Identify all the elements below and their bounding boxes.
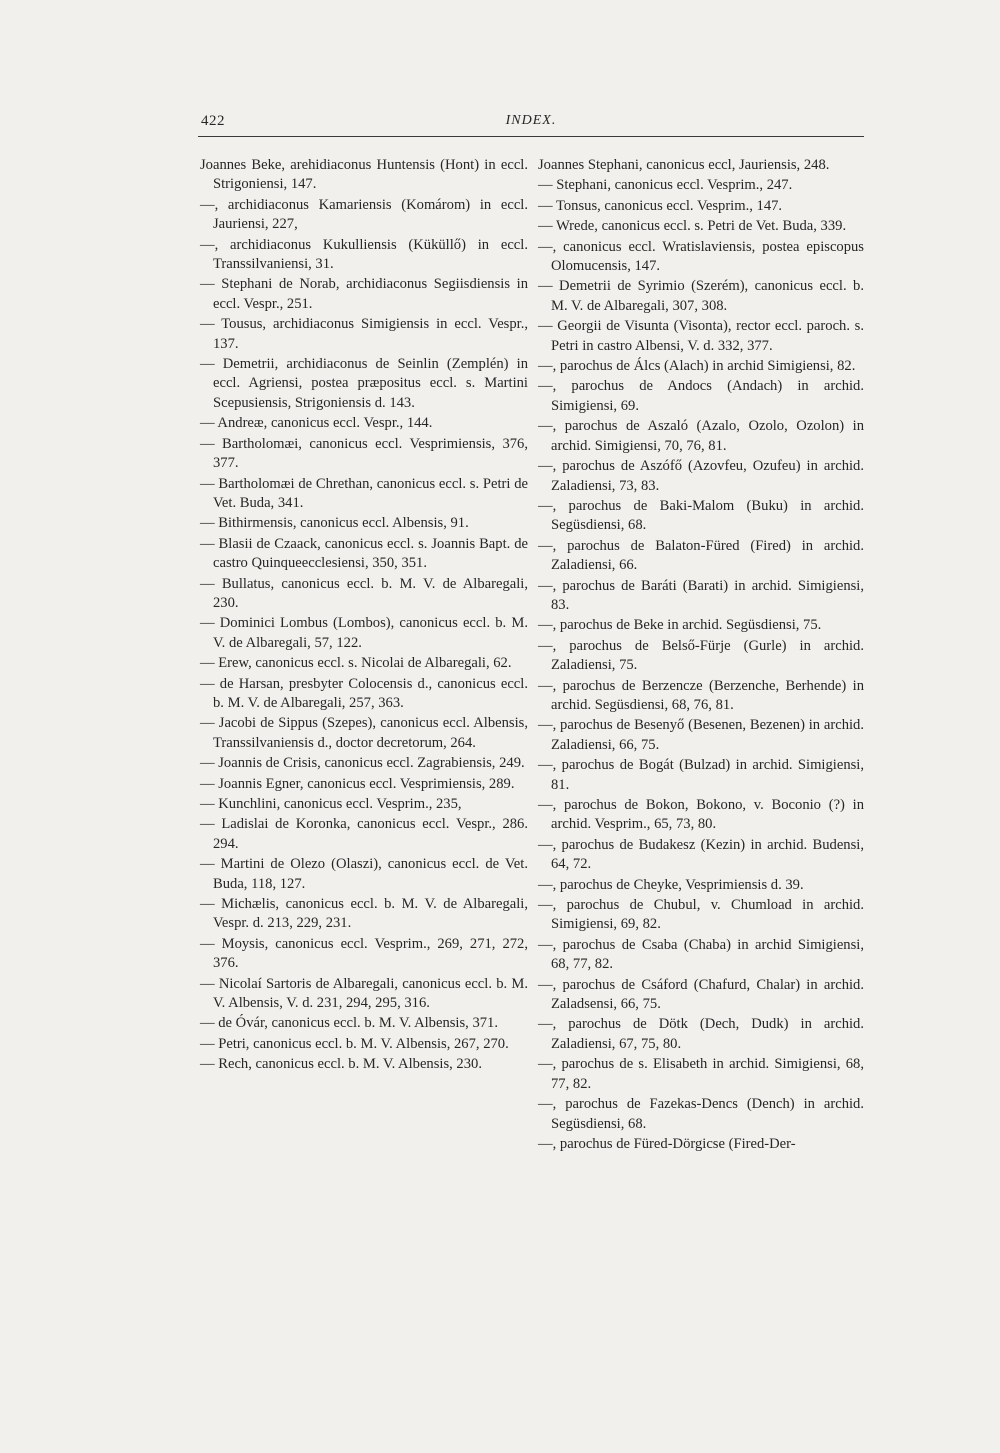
index-entry: —, parochus de Balaton-Füred (Fired) in archid. Zaladiensi, 66. <box>538 537 864 574</box>
index-entry: —, parochus de Besenyő (Besenen, Bezenen) in archid. Zaladiensi, 66, 75. <box>538 717 864 753</box>
index-entry: — Kunchlini, canonicus eccl. Vesprim., 235, <box>200 796 462 812</box>
right-index-column <box>538 156 864 1155</box>
index-entry: — Wrede, canonicus eccl. s. Petri de Vet. Buda, 339. <box>538 218 847 235</box>
index-entry: —, parochus de Fazekas-Dencs (Dench) in archid. Següsdiensi, 68. <box>538 1096 864 1132</box>
index-entry: —, parochus de s. Elisabeth in archid. Simigiensi, 68, 77, 82. <box>538 1056 864 1092</box>
index-entry: — Stephani de Norab, archidiaconus Segiisdiensis in eccl. Vespr., 251. <box>200 276 528 312</box>
page-number: 422 <box>201 113 225 129</box>
index-entry: — Tousus, archidiaconus Simigiensis in eccl. Vespr., 137. <box>200 316 528 352</box>
index-entry: —, parochus de Álcs (Alach) in archid Simigiensi, 82. <box>538 358 856 375</box>
index-entry: —, parochus de Baráti (Barati) in archid. Simigiensi, 83. <box>538 577 864 613</box>
index-entry: — Georgii de Visunta (Visonta), rector eccl. paroch. s. Petri in castro Albensi, V. d. 332, 377. <box>538 318 864 354</box>
index-entry: Joannes Stephani, canonicus eccl, Jauriensis, 248. <box>538 157 830 173</box>
index-entry: — Bartholomæi, canonicus eccl. Vesprimiensis, 376, 377. <box>200 435 528 472</box>
index-entry: — Demetrii, archidiaconus de Seinlin (Zemplén) in eccl. Agriensi, postea præpositus eccl. s. Martini Scepusiensis, Strigoniensis d. 143. <box>200 356 528 411</box>
index-entry: — Nicolaí Sartoris de Albaregali, canonicus eccl. b. M. V. Albensis, V. d. 231, 294, 295, 316. <box>200 975 528 1012</box>
index-entry: —, parochus de Aszaló (Azalo, Ozolo, Ozolon) in archid. Simigiensi, 70, 76, 81. <box>538 418 864 454</box>
index-entry: —, parochus de Dötk (Dech, Dudk) in archid. Zaladiensi, 67, 75, 80. <box>538 1016 864 1052</box>
index-entry: — Moysis, canonicus eccl. Vesprim., 269, 271, 272, 376. <box>200 935 528 972</box>
index-entry: — de Óvár, canonicus eccl. b. M. V. Albensis, 371. <box>200 1015 499 1032</box>
index-entry: — Ladislai de Koronka, canonicus eccl. Vespr., 286. 294. <box>200 816 528 852</box>
index-entry: —, parochus de Cheyke, Vesprimiensis d. 39. <box>538 876 804 893</box>
index-entry: — Bithirmensis, canonicus eccl. Albensis, 91. <box>200 515 469 532</box>
page-header <box>198 113 864 137</box>
index-entry: —, parochus de Budakesz (Kezin) in archid. Budensi, 64, 72. <box>538 836 864 873</box>
index-entry: —, parochus de Csáford (Chafurd, Chalar) in archid. Zaladsensi, 66, 75. <box>538 976 864 1013</box>
index-entry: Joannes Beke, arehidiaconus Huntensis (Hont) in eccl. Strigoniensi, 147. <box>200 157 528 193</box>
index-entry: — Stephani, canonicus eccl. Vesprim., 247. <box>538 177 793 194</box>
index-entry: —, archidiaconus Kukulliensis (Küküllő) in eccl. Transsilvaniensi, 31. <box>200 236 528 273</box>
index-entry: —, parochus de Füred-Dörgicse (Fired-Der- <box>538 1135 796 1152</box>
index-entry: —, parochus de Andocs (Andach) in archid. Simigiensi, 69. <box>538 378 864 414</box>
index-entry: —, parochus de Bogát (Bulzad) in archid. Simigiensi, 81. <box>538 757 864 793</box>
left-index-column <box>200 156 528 1076</box>
index-entry: — de Harsan, presbyter Colocensis d., canonicus eccl. b. M. V. de Albaregali, 257, 363. <box>200 675 528 711</box>
index-entry: — Martini de Olezo (Olaszi), canonicus eccl. de Vet. Buda, 118, 127. <box>200 856 528 892</box>
index-entry: —, parochus de Aszófő (Azovfeu, Ozufeu) in archid. Zaladiensi, 73, 83. <box>538 458 864 494</box>
index-entry: — Joannis de Crisis, canonicus eccl. Zagrabiensis, 249. <box>200 755 525 772</box>
index-entry: —, parochus de Berzencze (Berzenche, Berhende) in archid. Següsdiensi, 68, 76, 81. <box>538 677 864 713</box>
index-entry: —, parochus de Baki-Malom (Buku) in archid. Següsdiensi, 68. <box>538 497 864 534</box>
index-entry: — Michælis, canonicus eccl. b. M. V. de Albaregali, Vespr. d. 213, 229, 231. <box>200 896 528 932</box>
index-entry: — Demetrii de Syrimio (Szerém), canonicus eccl. b. M. V. de Albaregali, 307, 308. <box>538 278 864 314</box>
index-entry: —, parochus de Csaba (Chaba) in archid Simigiensi, 68, 77, 82. <box>538 936 864 973</box>
index-entry: — Andreæ, canonicus eccl. Vespr., 144. <box>200 415 433 432</box>
running-title: INDEX. <box>505 113 557 128</box>
index-entry: — Rech, canonicus eccl. b. M. V. Albensis, 230. <box>200 1056 482 1073</box>
index-entry: — Blasii de Czaack, canonicus eccl. s. Joannis Bapt. de castro Quinqueecclesiensi, 350, 351. <box>200 535 528 572</box>
index-entry: —, parochus de Belső-Fürje (Gurle) in archid. Zaladiensi, 75. <box>538 637 864 674</box>
header-rule <box>198 136 864 137</box>
index-entry: — Tonsus, canonicus eccl. Vesprim., 147. <box>538 197 783 214</box>
index-entry: —, canonicus eccl. Wratislaviensis, postea episcopus Olomucensis, 147. <box>538 238 864 275</box>
index-entry: — Petri, canonicus eccl. b. M. V. Albensis, 267, 270. <box>200 1035 509 1052</box>
index-entry: —, parochus de Bokon, Bokono, v. Boconio (?) in archid. Vesprim., 65, 73, 80. <box>538 797 864 833</box>
index-entry: — Dominici Lombus (Lombos), canonicus eccl. b. M. V. de Albaregali, 57, 122. <box>200 615 528 651</box>
index-entry: — Bartholomæi de Chrethan, canonicus eccl. s. Petri de Vet. Buda, 341. <box>200 475 528 511</box>
index-entry: — Bullatus, canonicus eccl. b. M. V. de Albaregali, 230. <box>200 575 528 611</box>
index-entry: — Erew, canonicus eccl. s. Nicolai de Albaregali, 62. <box>200 655 512 672</box>
index-entry: — Joannis Egner, canonicus eccl. Vesprimiensis, 289. <box>200 775 515 792</box>
index-entry: —, parochus de Beke in archid. Següsdiensi, 75. <box>538 617 822 634</box>
index-entry: —, archidiaconus Kamariensis (Komárom) in eccl. Jauriensi, 227, <box>200 196 528 233</box>
index-entry: — Jacobi de Sippus (Szepes), canonicus eccl. Albensis, Transsilvaniensis d., doctor decretorum, 264. <box>200 715 528 751</box>
index-entry: —, parochus de Chubul, v. Chumload in archid. Simigiensi, 69, 82. <box>538 897 864 933</box>
